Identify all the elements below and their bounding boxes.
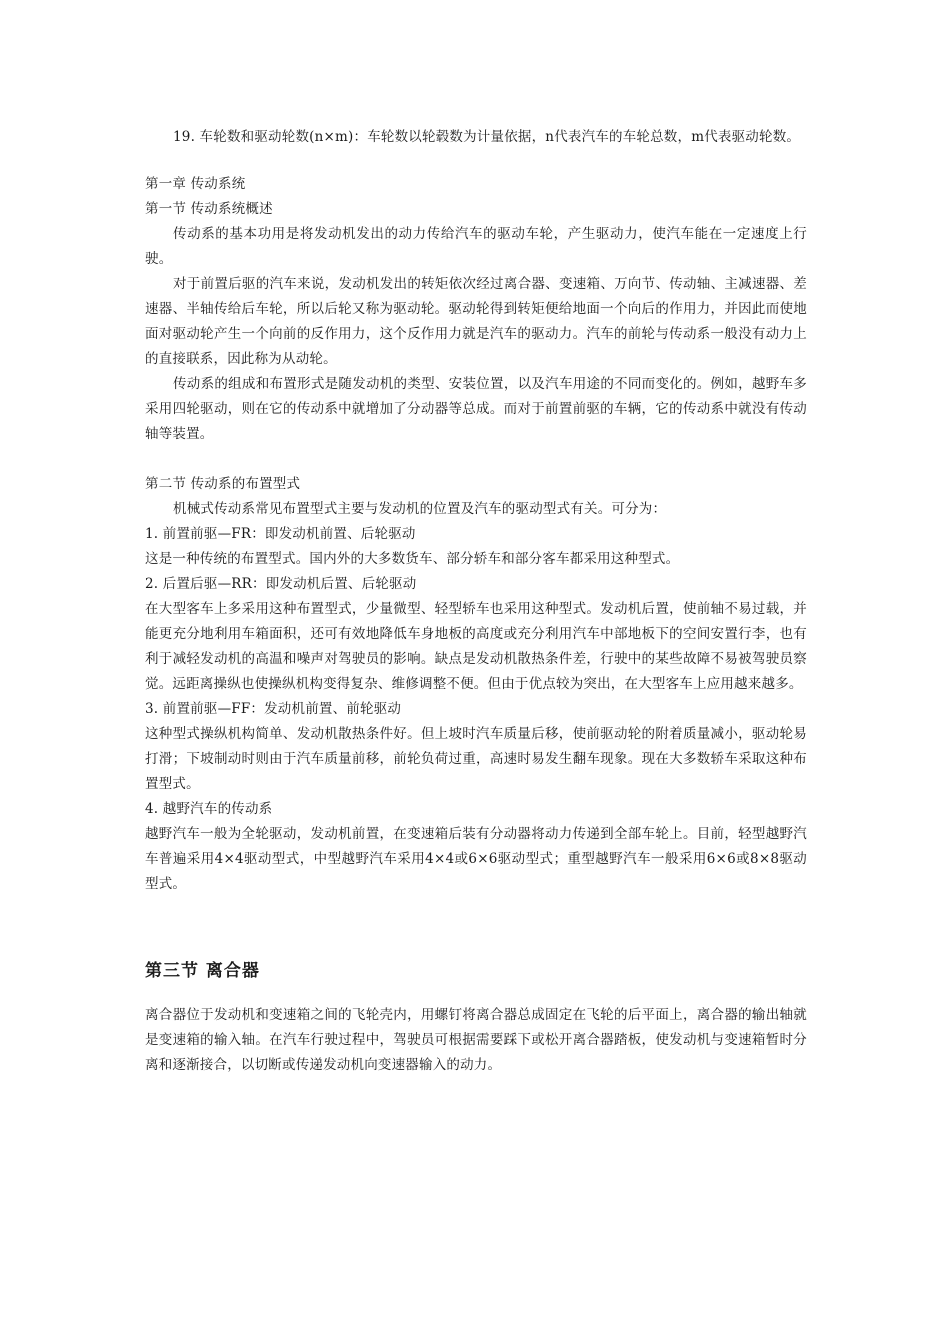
layout-item-heading: 3. 前置前驱—FF：发动机前置、前轮驱动 bbox=[145, 701, 402, 717]
spacer bbox=[145, 447, 807, 472]
layout-item-heading: 2. 后置后驱—RR：即发动机后置、后轮驱动 bbox=[145, 576, 417, 592]
layout-item-body: 在大型客车上多采用这种布置型式，少量微型、轻型轿车也采用这种型式。发动机后置，使前轴不易过载，并能更充分地利用车箱面积，还可有效地降低车身地板的高度或充分利用汽车中部地板下的空间安置行李，也有利于减轻发动机的高温和噪声对驾驶员的影响。缺点是发动机散热条件差，行驶中的某些故障不易被驾驶员察觉。远距离操纵也使操纵机构变得复杂、维修调整不便。但由于优点较为突出，在大型客车上应用越来越多。 bbox=[145, 601, 807, 692]
section-1-paragraph: 对于前置后驱的汽车来说，发动机发出的转矩依次经过离合器、变速箱、万向节、传动轴、主减速器、差速器、半轴传给后车轮，所以后轮又称为驱动轮。驱动轮得到转矩便给地面一个向后的作用力，并因此而使地面对驱动轮产生一个向前的反作用力，这个反作用力就是汽车的驱动力。汽车的前轮与传动系一般没有动力上的直接联系，因此称为从动轮。 bbox=[145, 276, 807, 367]
definition-paragraph-19: 19. 车轮数和驱动轮数(n×m)：车轮数以轮毂数为计量依据，n代表汽车的车轮总数，m代表驱动轮数。 bbox=[173, 129, 801, 145]
spacer bbox=[145, 983, 807, 1003]
section-1-paragraph: 传动系的基本功用是将发动机发出的动力传给汽车的驱动车轮，产生驱动力，使汽车能在一定速度上行驶。 bbox=[145, 226, 807, 267]
layout-item-body: 越野汽车一般为全轮驱动，发动机前置，在变速箱后装有分动器将动力传递到全部车轮上。目前，轻型越野汽车普遍采用4×4驱动型式，中型越野汽车采用4×4或6×6驱动型式；重型越野汽车一般采用6×6或8×8驱动型式。 bbox=[145, 826, 807, 892]
section-1-title: 第一节 传动系统概述 bbox=[145, 201, 273, 217]
section-3-paragraph: 离合器位于发动机和变速箱之间的飞轮壳内，用螺钉将离合器总成固定在飞轮的后平面上，离合器的输出轴就是变速箱的输入轴。在汽车行驶过程中，驾驶员可根据需要踩下或松开离合器踏板，使发动机与变速箱暂时分离和逐渐接合，以切断或传递发动机向变速器输入的动力。 bbox=[145, 1007, 807, 1073]
section-2-intro: 机械式传动系常见布置型式主要与发动机的位置及汽车的驱动型式有关。可分为： bbox=[173, 501, 667, 517]
spacer bbox=[145, 150, 807, 172]
layout-item-body: 这种型式操纵机构简单、发动机散热条件好。但上坡时汽车质量后移，使前驱动轮的附着质量减小，驱动轮易打滑；下坡制动时则由于汽车质量前移，前轮负荷过重，高速时易发生翻车现象。现在大多数轿车采取这种布置型式。 bbox=[145, 726, 807, 792]
layout-item-heading: 1. 前置前驱—FR：即发动机前置、后轮驱动 bbox=[145, 526, 416, 542]
layout-item-heading: 4. 越野汽车的传动系 bbox=[145, 801, 273, 817]
document-page bbox=[145, 125, 807, 1078]
spacer bbox=[145, 897, 807, 959]
section-3-title: 第三节 离合器 bbox=[145, 961, 260, 981]
section-1-paragraph: 传动系的组成和布置形式是随发动机的类型、安装位置，以及汽车用途的不同而变化的。例如，越野车多采用四轮驱动，则在它的传动系中就增加了分动器等总成。而对于前置前驱的车辆，它的传动系中就没有传动轴等装置。 bbox=[145, 376, 807, 442]
layout-item-body: 这是一种传统的布置型式。国内外的大多数货车、部分轿车和部分客车都采用这种型式。 bbox=[145, 551, 680, 567]
chapter-title: 第一章 传动系统 bbox=[145, 176, 246, 192]
section-2-title: 第二节 传动系的布置型式 bbox=[145, 476, 301, 492]
